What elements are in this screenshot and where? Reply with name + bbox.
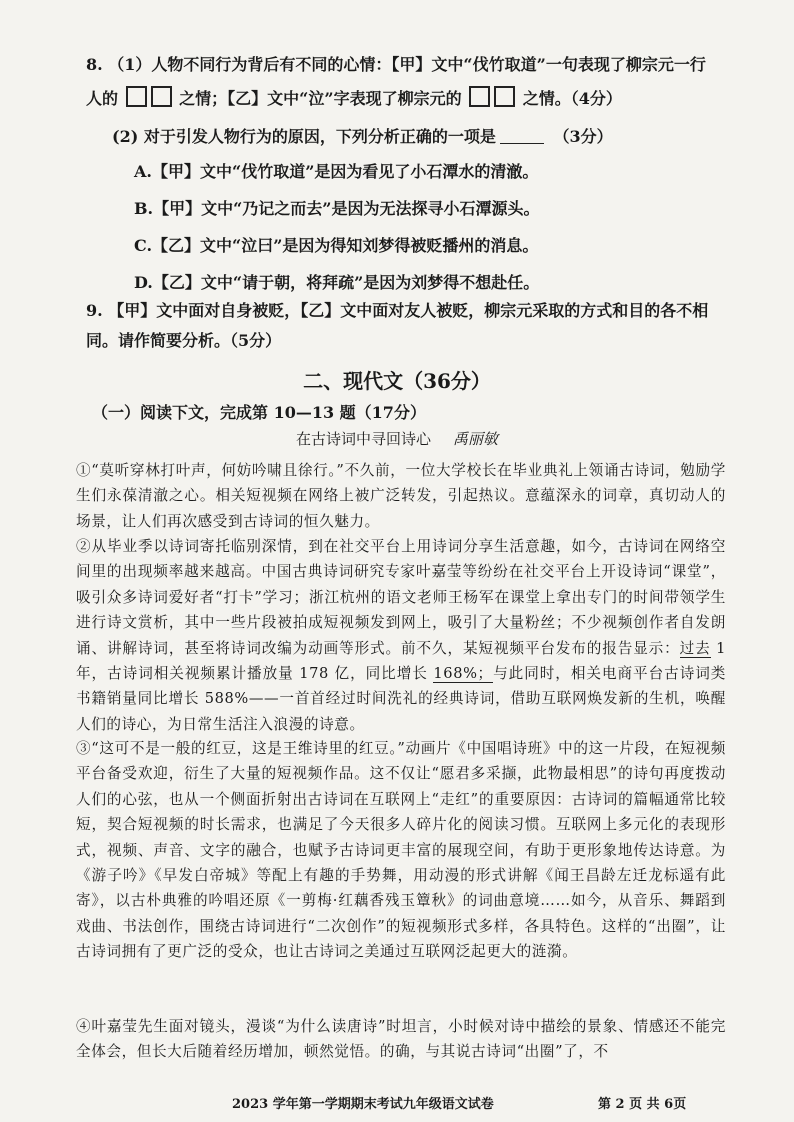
paragraph-4: ④叶嘉莹先生面对镜头，漫谈“为什么读唐诗”时坦言，小时候对诗中描绘的景象、情感还不能完全体会，但长大后随着经历增加，顿然觉悟。的确，与其说古诗词“出圈”了，不 bbox=[76, 1018, 726, 1061]
paragraph-2 bbox=[76, 534, 726, 737]
option-a: A.【甲】文中“伐竹取道”是因为看见了小石潭水的清澈。 bbox=[134, 162, 539, 181]
q8-sub2-score: （3分） bbox=[553, 127, 613, 146]
subsection-title: （一）阅读下文，完成第 10—13 题（17分） bbox=[92, 403, 426, 422]
paragraph-3: ③“这可不是一般的红豆，这是王维诗里的红豆。”动画片《中国唱诗班》中的这一片段，在短视频平台备受欢迎，衍生了大量的短视频作品。这不仅让“愿君多采撷，此物最相思”的诗句再度拨动人们的心弦，也从一个侧面折射出古诗词在互联网上“走红”的重要原因：古诗词的篇幅通常比较短，契合短视频的时长需求，也满足了今天很多人碎片化的阅读习惯。互联网上多元化的表现形式，视频、声音、文字的融合，也赋予古诗词更丰富的展现空间，有助于更形象地传达诗意。为《游子吟》《早发白帝城》等配上有趣的手势舞，用动漫的形式讲解《闻王昌龄左迁龙标遥有此寄》，以古朴典雅的吟唱还原《一剪梅·红藕香残玉簟秋》的词曲意境……如今，从音乐、舞蹈到戏曲、书法创作，围绕古诗词进行“二次创作”的短视频形式多样，各具特色。这样的“出圈”，让古诗词拥有了更广泛的受众，也让古诗词之美通过互联网泛起更大的涟漪。 bbox=[76, 740, 726, 961]
answer-box[interactable] bbox=[494, 86, 515, 107]
article-title: 在古诗词中寻回诗心 bbox=[295, 430, 431, 448]
q8-sub2-text: (2) 对于引发人物行为的原因，下列分析正确的一项是 bbox=[112, 127, 496, 146]
section-title: 二、现代文（36分） bbox=[303, 369, 491, 393]
option-c: C.【乙】文中“泣曰”是因为得知刘梦得被贬播州的消息。 bbox=[134, 236, 539, 255]
question-9-line-2: 同。请作简要分析。（5分） bbox=[86, 331, 282, 350]
underlined-text: 168%； bbox=[433, 665, 493, 683]
option-b: B.【甲】文中“乃记之而去”是因为无法探寻小石潭源头。 bbox=[134, 199, 540, 218]
question-9-line-1: 9. 【甲】文中面对自身被贬，【乙】文中面对友人被贬，柳宗元采取的方式和目的各不相 bbox=[86, 301, 709, 320]
page-number: 第 2 页 共 6页 bbox=[598, 1097, 687, 1112]
paragraph-2-text-a: ②从毕业季以诗词寄托临别深情，到在社交平台上用诗词分享生活意趣，如今，古诗词在网络空间里的出现频率越来越高。中国古典诗词研究专家叶嘉莹等纷纷在社交平台上开设诗词“课堂”，吸引众多诗词爱好者“打卡”学习；浙江杭州的语文老师王杨军在课堂上拿出专门的时间带领学生进行诗文赏析，其中一些片段被拍成短视频发到网上，吸引了大量粉丝；不少视频创作者自发朗诵、讲解诗词，甚至将诗词改编为动画等形式。前不久，某短视频平台发布的报告显示： bbox=[76, 538, 726, 657]
q8-text-b: 之情；【乙】文中“泣”字表现了柳宗元的 bbox=[179, 89, 462, 108]
article-author: 禹丽敏 bbox=[453, 430, 499, 448]
answer-box[interactable] bbox=[126, 86, 147, 107]
paragraph-1: ①“莫听穿林打叶声，何妨吟啸且徐行。”不久前，一位大学校长在毕业典礼上领诵古诗词，勉励学生们永葆清澈之心。相关短视频在网络上被广泛转发，引起热议。意蕴深永的词章，真切动人的场景，让人们再次感受到古诗词的恒久魅力。 bbox=[76, 462, 726, 530]
q8-text-a: 人的 bbox=[86, 89, 119, 108]
option-d: D.【乙】文中“请于朝，将拜疏”是因为刘梦得不想赴任。 bbox=[134, 273, 540, 292]
question-8-line-2 bbox=[86, 86, 622, 109]
paragraph-2-text-c: 与此同时，相关电商平台古诗词类书籍销量同比增长 588%——一首首经过时间洗礼的经典诗词，借助互联网焕发新的生机，唤醒人们的诗心，为日常生活注入浪漫的诗意。 bbox=[76, 665, 726, 733]
q8-text-c: 之情。（4分） bbox=[522, 89, 622, 108]
paragraph-2-text-b: 1 年，古诗词相关视频累计播放量 178 亿，同比增长 bbox=[76, 639, 727, 683]
answer-box[interactable] bbox=[469, 86, 490, 107]
question-8-line-1: 8. （1）人物不同行为背后有不同的心情：【甲】文中“伐竹取道”一句表现了柳宗元一行 bbox=[86, 55, 706, 74]
exam-name: 2023 学年第一学期期末考试九年级语文试卷 bbox=[232, 1097, 494, 1112]
answer-blank[interactable] bbox=[500, 129, 544, 144]
underlined-text: 过去 bbox=[679, 639, 711, 657]
article-title-line bbox=[0, 428, 794, 449]
answer-box[interactable] bbox=[151, 86, 172, 107]
question-8-sub-2 bbox=[112, 124, 613, 147]
